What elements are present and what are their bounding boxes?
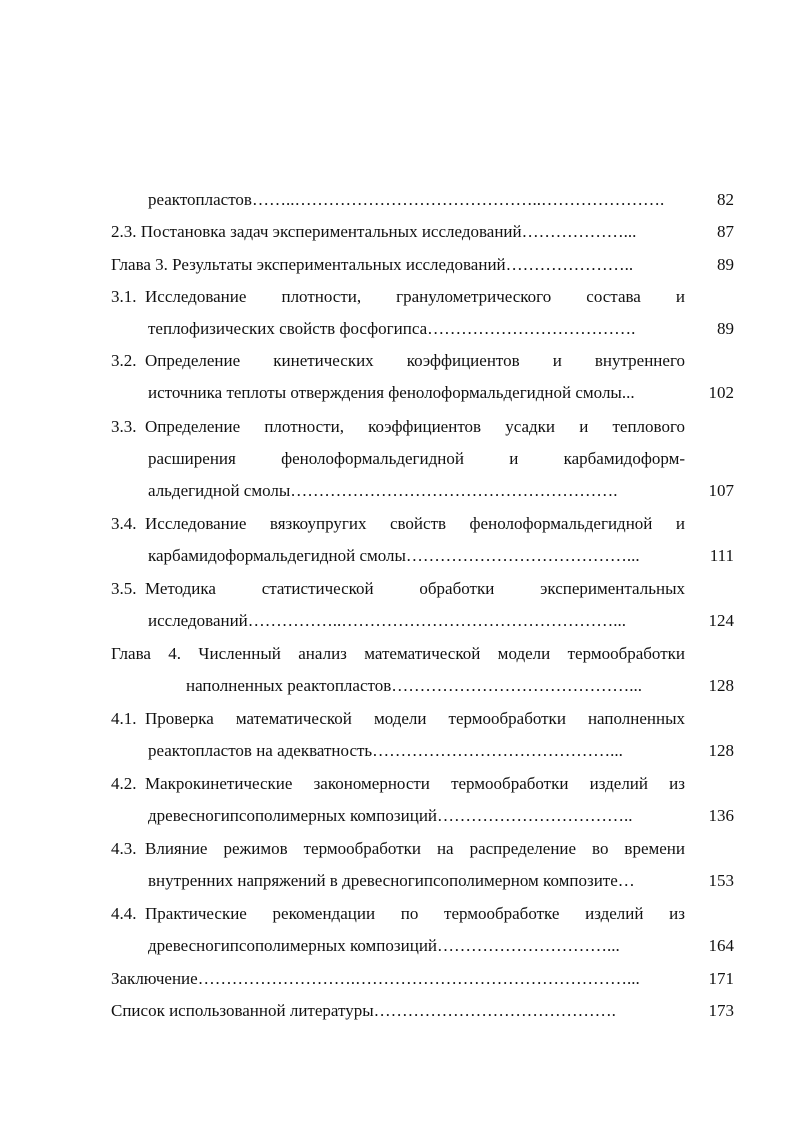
toc-entry-3-5-line2 <box>0 608 793 634</box>
toc-entry-text: Определение плотности, коэффициентов усадки и теплового <box>145 417 685 436</box>
toc-page-number: 128 <box>708 676 734 695</box>
toc-entry-4-2-line2 <box>0 803 793 829</box>
toc-entry-text: Глава 4. Численный анализ математической модели термообработки <box>111 644 685 663</box>
toc-entry-number: 3.3. <box>111 417 137 436</box>
toc-entry-3-2-line2 <box>0 380 793 406</box>
toc-entry-text: карбамидоформальдегидной смолы…………………………………... <box>148 546 640 565</box>
toc-page-number: 111 <box>709 546 734 565</box>
toc-entry-text: альдегидной смолы…………………………………………………. <box>148 481 618 500</box>
toc-entry-number: 4.1. <box>111 709 137 728</box>
toc-page-number: 173 <box>708 1001 734 1020</box>
toc-entry-text: теплофизических свойств фосфогипса………………………………. <box>148 319 636 338</box>
toc-page-number: 128 <box>708 741 734 760</box>
toc-entry-3-3-line3 <box>0 478 793 504</box>
toc-entry-3-5 <box>0 576 793 602</box>
toc-entry-text: исследований……………..…………………………………………... <box>148 611 627 630</box>
toc-entry-number: 4.3. <box>111 839 137 858</box>
toc-entry-text: Заключение……………………….…………………………………………... <box>111 969 640 988</box>
toc-entry-text: наполненных реактопластов……………………………………... <box>186 676 642 695</box>
toc-page-number: 136 <box>708 806 734 825</box>
toc-entry-text: Практические рекомендации по термообработке изделий из <box>145 904 685 923</box>
toc-page-number: 89 <box>717 255 734 274</box>
toc-entry-3-1-line2 <box>0 316 793 342</box>
toc-page-number: 164 <box>708 936 734 955</box>
toc-entry-text: внутренних напряжений в древесногипсополимерном композите… <box>148 871 635 890</box>
toc-entry-text: реактопластов……..……………………………………..…………………. <box>148 190 665 209</box>
toc-entry-4-2 <box>0 771 793 797</box>
toc-chapter-3 <box>0 252 793 278</box>
toc-entry-text: Исследование вязкоупругих свойств фенолоформальдегидной и <box>145 514 685 533</box>
toc-entry-text: Исследование плотности, гранулометрического состава и <box>145 287 685 306</box>
toc-entry-text: Влияние режимов термообработки на распределение во времени <box>145 839 685 858</box>
toc-entry-4-3-line2 <box>0 868 793 894</box>
toc-entry-2-2-continuation <box>0 187 793 213</box>
toc-entry-4-3 <box>0 836 793 862</box>
toc-entry-text: 2.3. Постановка задач экспериментальных исследований………………... <box>111 222 637 241</box>
toc-entry-text: Макрокинетические закономерности термообработки изделий из <box>145 774 685 793</box>
toc-entry-2-3 <box>0 219 793 245</box>
toc-page-number: 124 <box>708 611 734 630</box>
toc-conclusion <box>0 966 793 992</box>
toc-entry-text: Список использованной литературы……………………………………. <box>111 1001 616 1020</box>
toc-entry-number: 3.5. <box>111 579 137 598</box>
toc-entry-number: 4.4. <box>111 904 137 923</box>
toc-page-number: 171 <box>708 969 734 988</box>
toc-entry-4-1-line2 <box>0 738 793 764</box>
toc-entry-text: Методика статистической обработки экспериментальных <box>145 579 685 598</box>
toc-entry-number: 3.4. <box>111 514 137 533</box>
toc-entry-text: древесногипсополимерных композиций…………………………….. <box>148 806 633 825</box>
toc-entry-text: Проверка математической модели термообработки наполненных <box>145 709 685 728</box>
toc-entry-3-3 <box>0 414 793 440</box>
toc-entry-number: 3.1. <box>111 287 137 306</box>
toc-entry-number: 4.2. <box>111 774 137 793</box>
toc-references <box>0 998 793 1024</box>
toc-page-number: 107 <box>708 481 734 500</box>
toc-entry-3-4 <box>0 511 793 537</box>
toc-page-number: 87 <box>717 222 734 241</box>
toc-entry-4-4-line2 <box>0 933 793 959</box>
toc-entry-number: 3.2. <box>111 351 137 370</box>
toc-entry-text: Глава 3. Результаты экспериментальных исследований………………….. <box>111 255 634 274</box>
toc-chapter-4 <box>0 641 793 667</box>
toc-page-number: 82 <box>717 190 734 209</box>
toc-page-number: 153 <box>708 871 734 890</box>
toc-entry-3-3-line2 <box>0 446 793 472</box>
toc-page-number: 89 <box>717 319 734 338</box>
toc-entry-4-1 <box>0 706 793 732</box>
toc-entry-3-1 <box>0 284 793 310</box>
toc-entry-3-4-line2 <box>0 543 793 569</box>
toc-entry-3-2 <box>0 348 793 374</box>
toc-entry-text: расширения фенолоформальдегидной и карбамидоформ- <box>148 449 685 468</box>
toc-entry-text: Определение кинетических коэффициентов и внутреннего <box>145 351 685 370</box>
toc-page-number: 102 <box>708 383 734 402</box>
toc-entry-text: древесногипсополимерных композиций…………………………... <box>148 936 620 955</box>
toc-entry-4-4 <box>0 901 793 927</box>
toc-chapter-4-line2 <box>0 673 793 699</box>
toc-entry-text: источника теплоты отверждения фенолоформальдегидной смолы... <box>148 383 635 402</box>
toc-entry-text: реактопластов на адекватность……………………………………... <box>148 741 623 760</box>
